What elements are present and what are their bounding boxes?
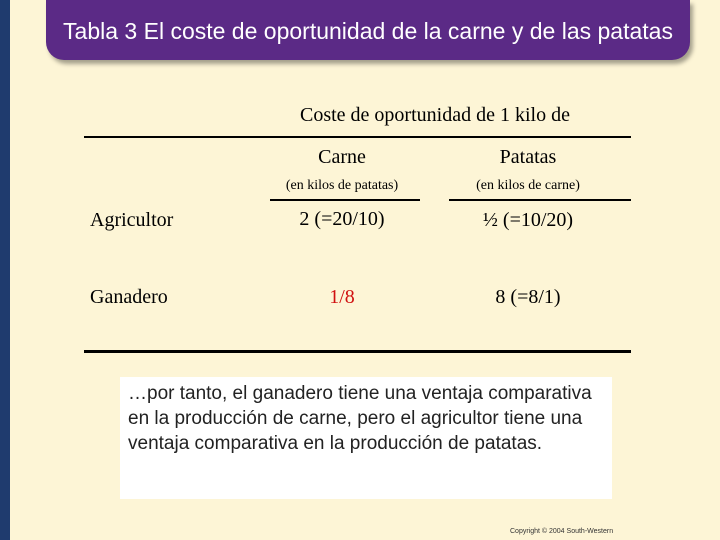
column-header-carne: Carne <box>318 146 366 168</box>
cell-ganadero-carne: 1/8 <box>329 286 355 308</box>
column-rule-carne <box>270 199 420 201</box>
conclusion-note: …por tanto, el ganadero tiene una ventaja comparativa en la producción de carne, pero el agricultor tiene una ventaja comparativa en la producción de patatas. <box>128 383 592 454</box>
copyright-notice: Copyright © 2004 South-Western <box>510 528 614 535</box>
row-label-ganadero: Ganadero <box>90 286 168 308</box>
left-accent-bar <box>0 0 10 540</box>
column-rule-patatas <box>449 199 631 201</box>
row-label-agricultor: Agricultor <box>90 209 174 231</box>
table-bottom-rule <box>84 350 631 353</box>
column-subheader-carne: (en kilos de patatas) <box>285 178 399 193</box>
cell-ganadero-patatas: 8 (=8/1) <box>495 286 561 308</box>
slide-title: Tabla 3 El coste de oportunidad de la carne y de las patatas <box>46 0 690 60</box>
cell-agricultor-patatas: ½ (=10/20) <box>482 209 574 231</box>
table-top-rule <box>84 136 631 138</box>
table-header: Coste de oportunidad de 1 kilo de <box>300 104 570 126</box>
cell-agricultor-carne: 2 (=20/10) <box>299 208 385 230</box>
column-header-patatas: Patatas <box>499 146 557 168</box>
column-subheader-patatas: (en kilos de carne) <box>476 178 580 193</box>
